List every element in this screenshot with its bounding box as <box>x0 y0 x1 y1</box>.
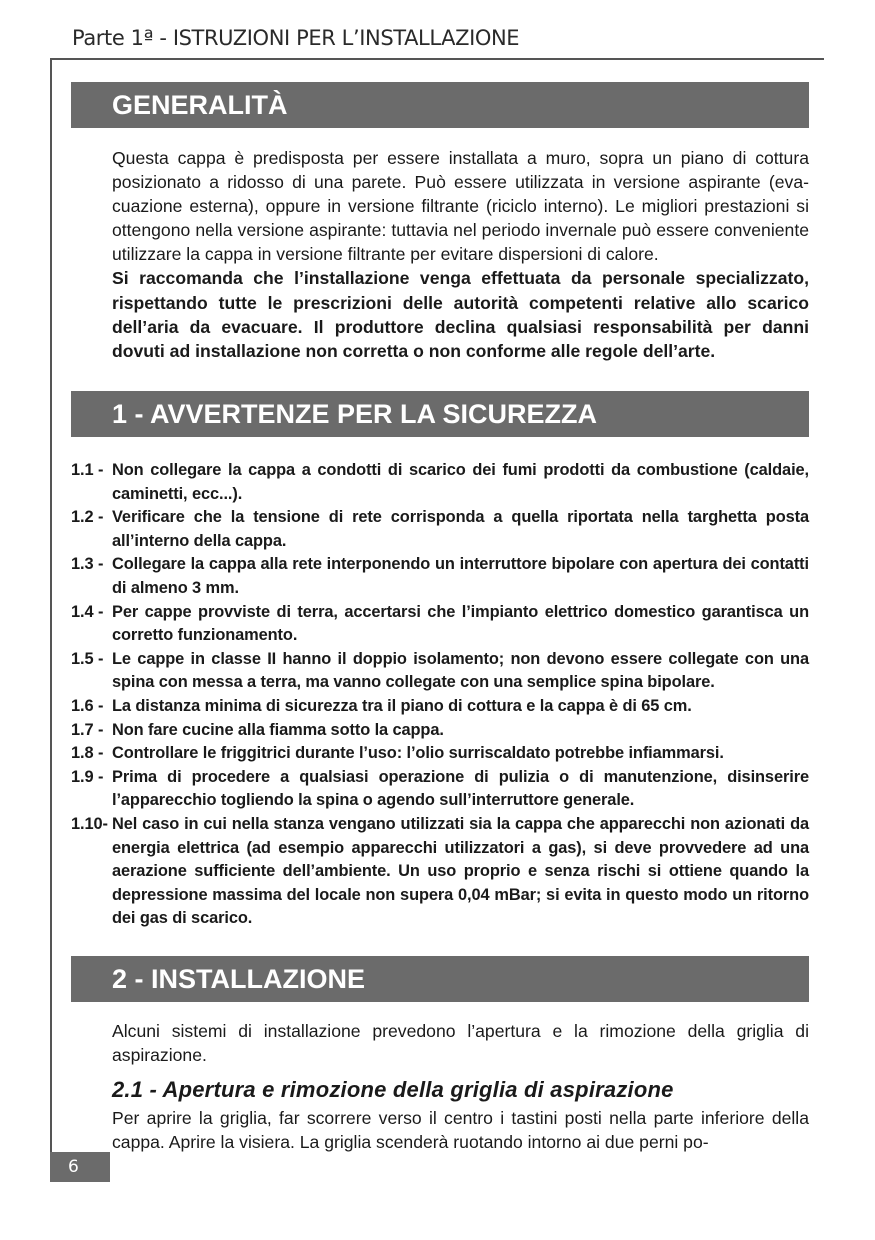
safety-item-text: Le cappe in classe II hanno il doppio isolamento; non devono essere collegate con una spina con messa a terra, ma vanno collegate con una semplice spina bipolare. <box>112 649 809 692</box>
safety-item-number: 1.4 - <box>71 602 104 621</box>
safety-item <box>71 719 809 743</box>
left-rule <box>50 58 52 1182</box>
safety-item <box>71 813 809 931</box>
safety-item-number: 1.9 - <box>71 767 104 786</box>
safety-item <box>71 506 809 553</box>
safety-item-text: Nel caso in cui nella stanza vengano utilizzati sia la cappa che apparecchi non azionati da energia elettrica (ad esempio apparecchi utilizzatori a gas), si deve provvedere ad una aerazione sufficiente dell’ambiente. Un uso proprio e senza rischi si ottiene quando la depressione massima del locale non supera 0,04 mBar; si evita in questo modo un ritorno dei gas di scarico. <box>112 814 809 928</box>
safety-item-text: Non fare cucine alla fiamma sotto la cappa. <box>112 720 444 739</box>
safety-item-text: Prima di procedere a qualsiasi operazione di pulizia o di manutenzione, disinserire l’apparecchio togliendo la spina o agendo sull’interruttore generale. <box>112 767 809 810</box>
safety-item-text: La distanza minima di sicurezza tra il piano di cottura e la cappa è di 65 cm. <box>112 696 692 715</box>
safety-item-text: Collegare la cappa alla rete interponendo un interruttore bipolare con apertura dei contatti di almeno 3 mm. <box>112 555 809 597</box>
safety-item-number: 1.6 - <box>71 696 104 715</box>
section-title-generalita: GENERALITÀ <box>71 82 809 128</box>
safety-item-number: 1.1 - <box>71 461 104 479</box>
safety-item-text: Verificare che la tensione di rete corrisponda a quella riportata nella targhetta posta all’interno della cappa. <box>112 508 809 550</box>
safety-item <box>71 648 809 695</box>
safety-item <box>71 553 809 600</box>
running-header: Parte 1ª - ISTRUZIONI PER L’INSTALLAZIONE <box>72 26 520 50</box>
generalita-body <box>112 146 809 363</box>
safety-item-number: 1.2 - <box>71 508 104 527</box>
section-title-installazione: 2 - INSTALLAZIONE <box>71 956 809 1002</box>
safety-item-text: Non collegare la cappa a condotti di scarico dei fumi prodotti da combustione (caldaie, caminetti, ecc...). <box>112 461 809 503</box>
generalita-warning: Si raccomanda che l’installazione venga effettuata da personale specializzato, rispettando tutte le prescrizioni delle autorità competenti relative allo scarico dell’aria da evacuare. Il produttore declina qualsiasi responsabilità per danni dovuti ad installazione non corretta o non conforme alle regole dell’arte. <box>112 268 809 361</box>
installazione-intro: Alcuni sistemi di installazione prevedono l’apertura e la rimozione della griglia di aspirazione. <box>112 1021 809 1066</box>
safety-item <box>71 742 809 766</box>
subsection-title: 2.1 - Apertura e rimozione della griglia di aspirazione <box>112 1077 674 1102</box>
section-title-sicurezza: 1 - AVVERTENZE PER LA SICUREZZA <box>71 391 809 437</box>
top-rule <box>50 58 824 60</box>
safety-item-number: 1.10- <box>71 814 108 833</box>
safety-item <box>71 695 809 719</box>
page-number: 6 <box>50 1152 110 1182</box>
safety-item-text: Per cappe provviste di terra, accertarsi che l’impianto elettrico domestico garantisca un corretto funzionamento. <box>112 602 809 645</box>
safety-item-number: 1.5 - <box>71 649 104 668</box>
safety-item <box>71 459 809 506</box>
subsection-body: Per aprire la griglia, far scorrere verso il centro i tastini posti nella parte inferiore della cappa. Aprire la visiera. La griglia scenderà ruotando intorno ai due perni po- <box>112 1108 809 1153</box>
safety-item-number: 1.8 - <box>71 744 104 763</box>
safety-item-number: 1.3 - <box>71 555 104 574</box>
safety-item-number: 1.7 - <box>71 720 104 739</box>
safety-item <box>71 601 809 648</box>
safety-list <box>71 459 809 931</box>
generalita-paragraph: Questa cappa è predisposta per essere installata a muro, sopra un piano di cottura posizionato a ridosso di una parete. Può essere utilizzata in versione aspirante (evacuazione esterna), oppure in versione filtrante (riciclo interno). Le migliori prestazioni si ottengono nella versione aspirante: tuttavia nel periodo invernale può essere conveniente utilizzare la cappa in versione filtrante per evitare dispersioni di calore. <box>112 148 809 265</box>
safety-item <box>71 766 809 813</box>
safety-item-text: Controllare le friggitrici durante l’uso: l’olio surriscaldato potrebbe infiammarsi. <box>112 744 724 763</box>
